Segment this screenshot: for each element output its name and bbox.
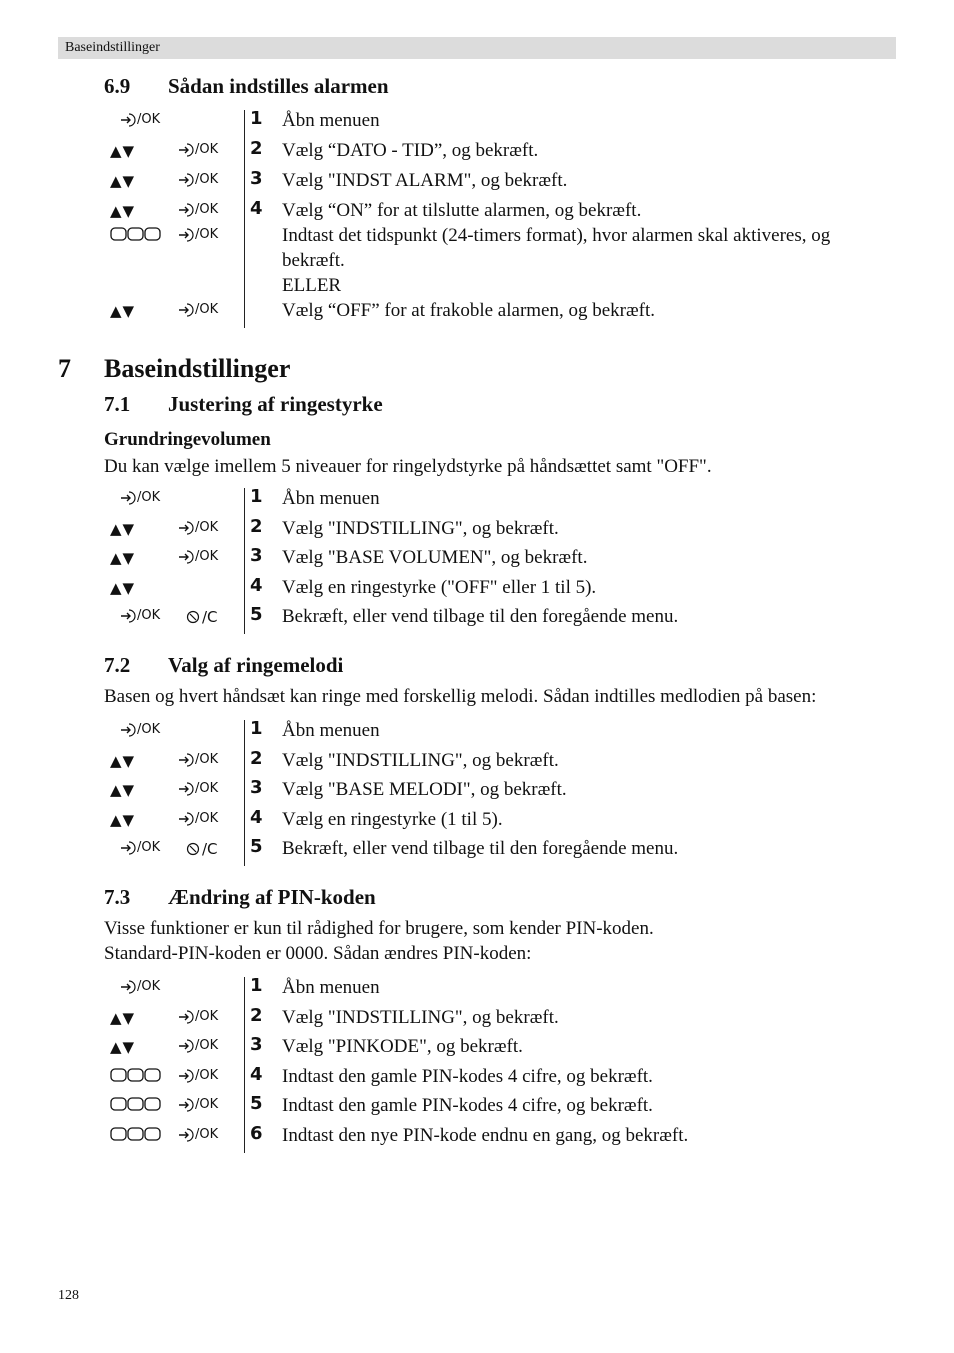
subheading: Grundringevolumen — [104, 429, 271, 450]
number-keys-icon — [110, 1097, 170, 1119]
step-number: 5 — [250, 604, 263, 625]
section-title: Valg af ringemelodi — [168, 653, 344, 677]
ok-icon: /OK — [178, 1038, 238, 1060]
intro-text: Visse funktioner er kun til rådighed for brugere, som kender PIN-koden. — [104, 918, 654, 939]
step-number: 1 — [250, 718, 263, 739]
step-text: Indtast det tidspunkt (24-timers format), hvor alarmen skal aktiveres, og bekræft. — [282, 225, 831, 271]
step-text: Bekræft, eller vend tilbage til den foregående menu. — [282, 838, 679, 859]
step-number: 2 — [250, 1005, 263, 1026]
ok-icon: /OK — [178, 202, 238, 224]
step-text: Indtast den gamle PIN-kodes 4 cifre, og bekræft. — [282, 1066, 653, 1087]
step-text: Vælg "INDSTILLING", og bekræft. — [282, 518, 559, 539]
ok-icon: /OK — [120, 112, 180, 134]
ok-icon: /OK — [120, 840, 180, 862]
intro-text: Standard-PIN-koden er 0000. Sådan ændres PIN-koden: — [104, 943, 532, 964]
running-header — [58, 37, 896, 59]
ok-icon: /OK — [178, 227, 238, 249]
step-number: 4 — [250, 807, 263, 828]
step-text: Vælg “OFF” for at frakoble alarmen, og bekræft. — [282, 300, 656, 321]
section-number: 7.3 — [104, 885, 131, 909]
step-number: 5 — [250, 836, 263, 857]
up-down-arrows-icon: ▲▼ — [110, 811, 136, 829]
intro-text: Du kan vælge imellem 5 niveauer for ringelydstyrke på håndsættet samt "OFF". — [104, 456, 712, 477]
step-number: 2 — [250, 138, 263, 159]
up-down-arrows-icon: ▲▼ — [110, 302, 136, 320]
section-number: 7.1 — [104, 392, 131, 416]
up-down-arrows-icon: ▲▼ — [110, 1009, 136, 1027]
chapter-heading — [58, 354, 290, 384]
step-text: Vælg "INDSTILLING", og bekræft. — [282, 1007, 559, 1028]
step-number: 3 — [250, 168, 263, 189]
ok-icon: /OK — [120, 490, 180, 512]
steps-7-3 — [104, 975, 896, 1155]
step-number: 2 — [250, 516, 263, 537]
step-number: 3 — [250, 777, 263, 798]
divider-line — [244, 110, 245, 328]
up-down-arrows-icon: ▲▼ — [110, 520, 136, 538]
section-number: 7.2 — [104, 653, 131, 677]
chapter-number: 7 — [58, 354, 71, 383]
step-text: Vælg "INDSTILLING", og bekræft. — [282, 750, 559, 771]
ok-icon: /OK — [178, 1097, 238, 1119]
step-text: Vælg "PINKODE", og bekræft. — [282, 1036, 523, 1057]
step-text: Åbn menuen — [282, 110, 380, 131]
number-keys-icon — [110, 1068, 170, 1090]
ok-icon: /OK — [178, 172, 238, 194]
step-number: 2 — [250, 748, 263, 769]
step-number: 4 — [250, 575, 263, 596]
ok-icon: /OK — [178, 781, 238, 803]
step-text: Vælg "BASE VOLUMEN", og bekræft. — [282, 547, 588, 568]
steps-6-9 — [104, 108, 896, 330]
up-down-arrows-icon: ▲▼ — [110, 202, 136, 220]
step-text: Åbn menuen — [282, 488, 380, 509]
ok-icon: /OK — [120, 608, 180, 630]
step-text: Vælg en ringestyrke ("OFF" eller 1 til 5). — [282, 577, 597, 598]
ok-icon: /OK — [178, 811, 238, 833]
up-down-arrows-icon: ▲▼ — [110, 142, 136, 160]
ok-icon: /OK — [178, 142, 238, 164]
back-icon: /C — [186, 840, 246, 862]
section-heading-7-3 — [104, 885, 376, 910]
running-title: Baseindstillinger — [65, 40, 160, 55]
divider-line — [244, 977, 245, 1153]
chapter-title: Baseindstillinger — [104, 354, 291, 383]
up-down-arrows-icon: ▲▼ — [110, 781, 136, 799]
step-text: Vælg "INDST ALARM", og bekræft. — [282, 170, 568, 191]
step-number: 1 — [250, 975, 263, 996]
ok-icon: /OK — [178, 1009, 238, 1031]
step-text: Vælg en ringestyrke (1 til 5). — [282, 809, 503, 830]
section-title: Ændring af PIN-koden — [168, 885, 376, 909]
step-number: 3 — [250, 1034, 263, 1055]
step-text: Indtast den nye PIN-kode endnu en gang, og bekræft. — [282, 1125, 689, 1146]
step-number: 4 — [250, 198, 263, 219]
step-number: 1 — [250, 108, 263, 129]
up-down-arrows-icon: ▲▼ — [110, 1038, 136, 1056]
section-title: Sådan indstilles alarmen — [168, 74, 389, 98]
up-down-arrows-icon: ▲▼ — [110, 579, 136, 597]
intro-text: Basen og hvert håndsæt kan ringe med forskellig melodi. Sådan indtilles medlodien på basen: — [104, 686, 817, 707]
step-number: 6 — [250, 1123, 263, 1144]
step-number: 1 — [250, 486, 263, 507]
steps-7-2 — [104, 718, 896, 868]
ok-icon: /OK — [178, 520, 238, 542]
section-number: 6.9 — [104, 74, 131, 98]
ok-icon: /OK — [120, 722, 180, 744]
ok-icon: /OK — [178, 1068, 238, 1090]
step-number: 5 — [250, 1093, 263, 1114]
up-down-arrows-icon: ▲▼ — [110, 752, 136, 770]
ok-icon: /OK — [178, 752, 238, 774]
number-keys-icon — [110, 227, 170, 249]
up-down-arrows-icon: ▲▼ — [110, 172, 136, 190]
up-down-arrows-icon: ▲▼ — [110, 549, 136, 567]
step-text: Bekræft, eller vend tilbage til den foregående menu. — [282, 606, 679, 627]
step-text: Vælg “DATO - TID”, og bekræft. — [282, 140, 539, 161]
ok-icon: /OK — [120, 979, 180, 1001]
ok-icon: /OK — [178, 1127, 238, 1149]
section-heading-6-9 — [104, 74, 389, 99]
section-heading-7-2 — [104, 653, 343, 678]
back-icon: /C — [186, 608, 246, 630]
page-number: 128 — [58, 1288, 79, 1303]
steps-7-1 — [104, 486, 896, 636]
step-text: Vælg “ON” for at tilslutte alarmen, og bekræft. — [282, 200, 642, 221]
or-label: ELLER — [282, 275, 342, 296]
ok-icon: /OK — [178, 549, 238, 571]
section-heading-7-1 — [104, 392, 383, 417]
section-title: Justering af ringestyrke — [168, 392, 383, 416]
step-text: Åbn menuen — [282, 720, 380, 741]
ok-icon: /OK — [178, 302, 238, 324]
step-text: Indtast den gamle PIN-kodes 4 cifre, og bekræft. — [282, 1095, 653, 1116]
step-text: Åbn menuen — [282, 977, 380, 998]
step-text: Vælg "BASE MELODI", og bekræft. — [282, 779, 567, 800]
number-keys-icon — [110, 1127, 170, 1149]
step-number: 4 — [250, 1064, 263, 1085]
step-number: 3 — [250, 545, 263, 566]
